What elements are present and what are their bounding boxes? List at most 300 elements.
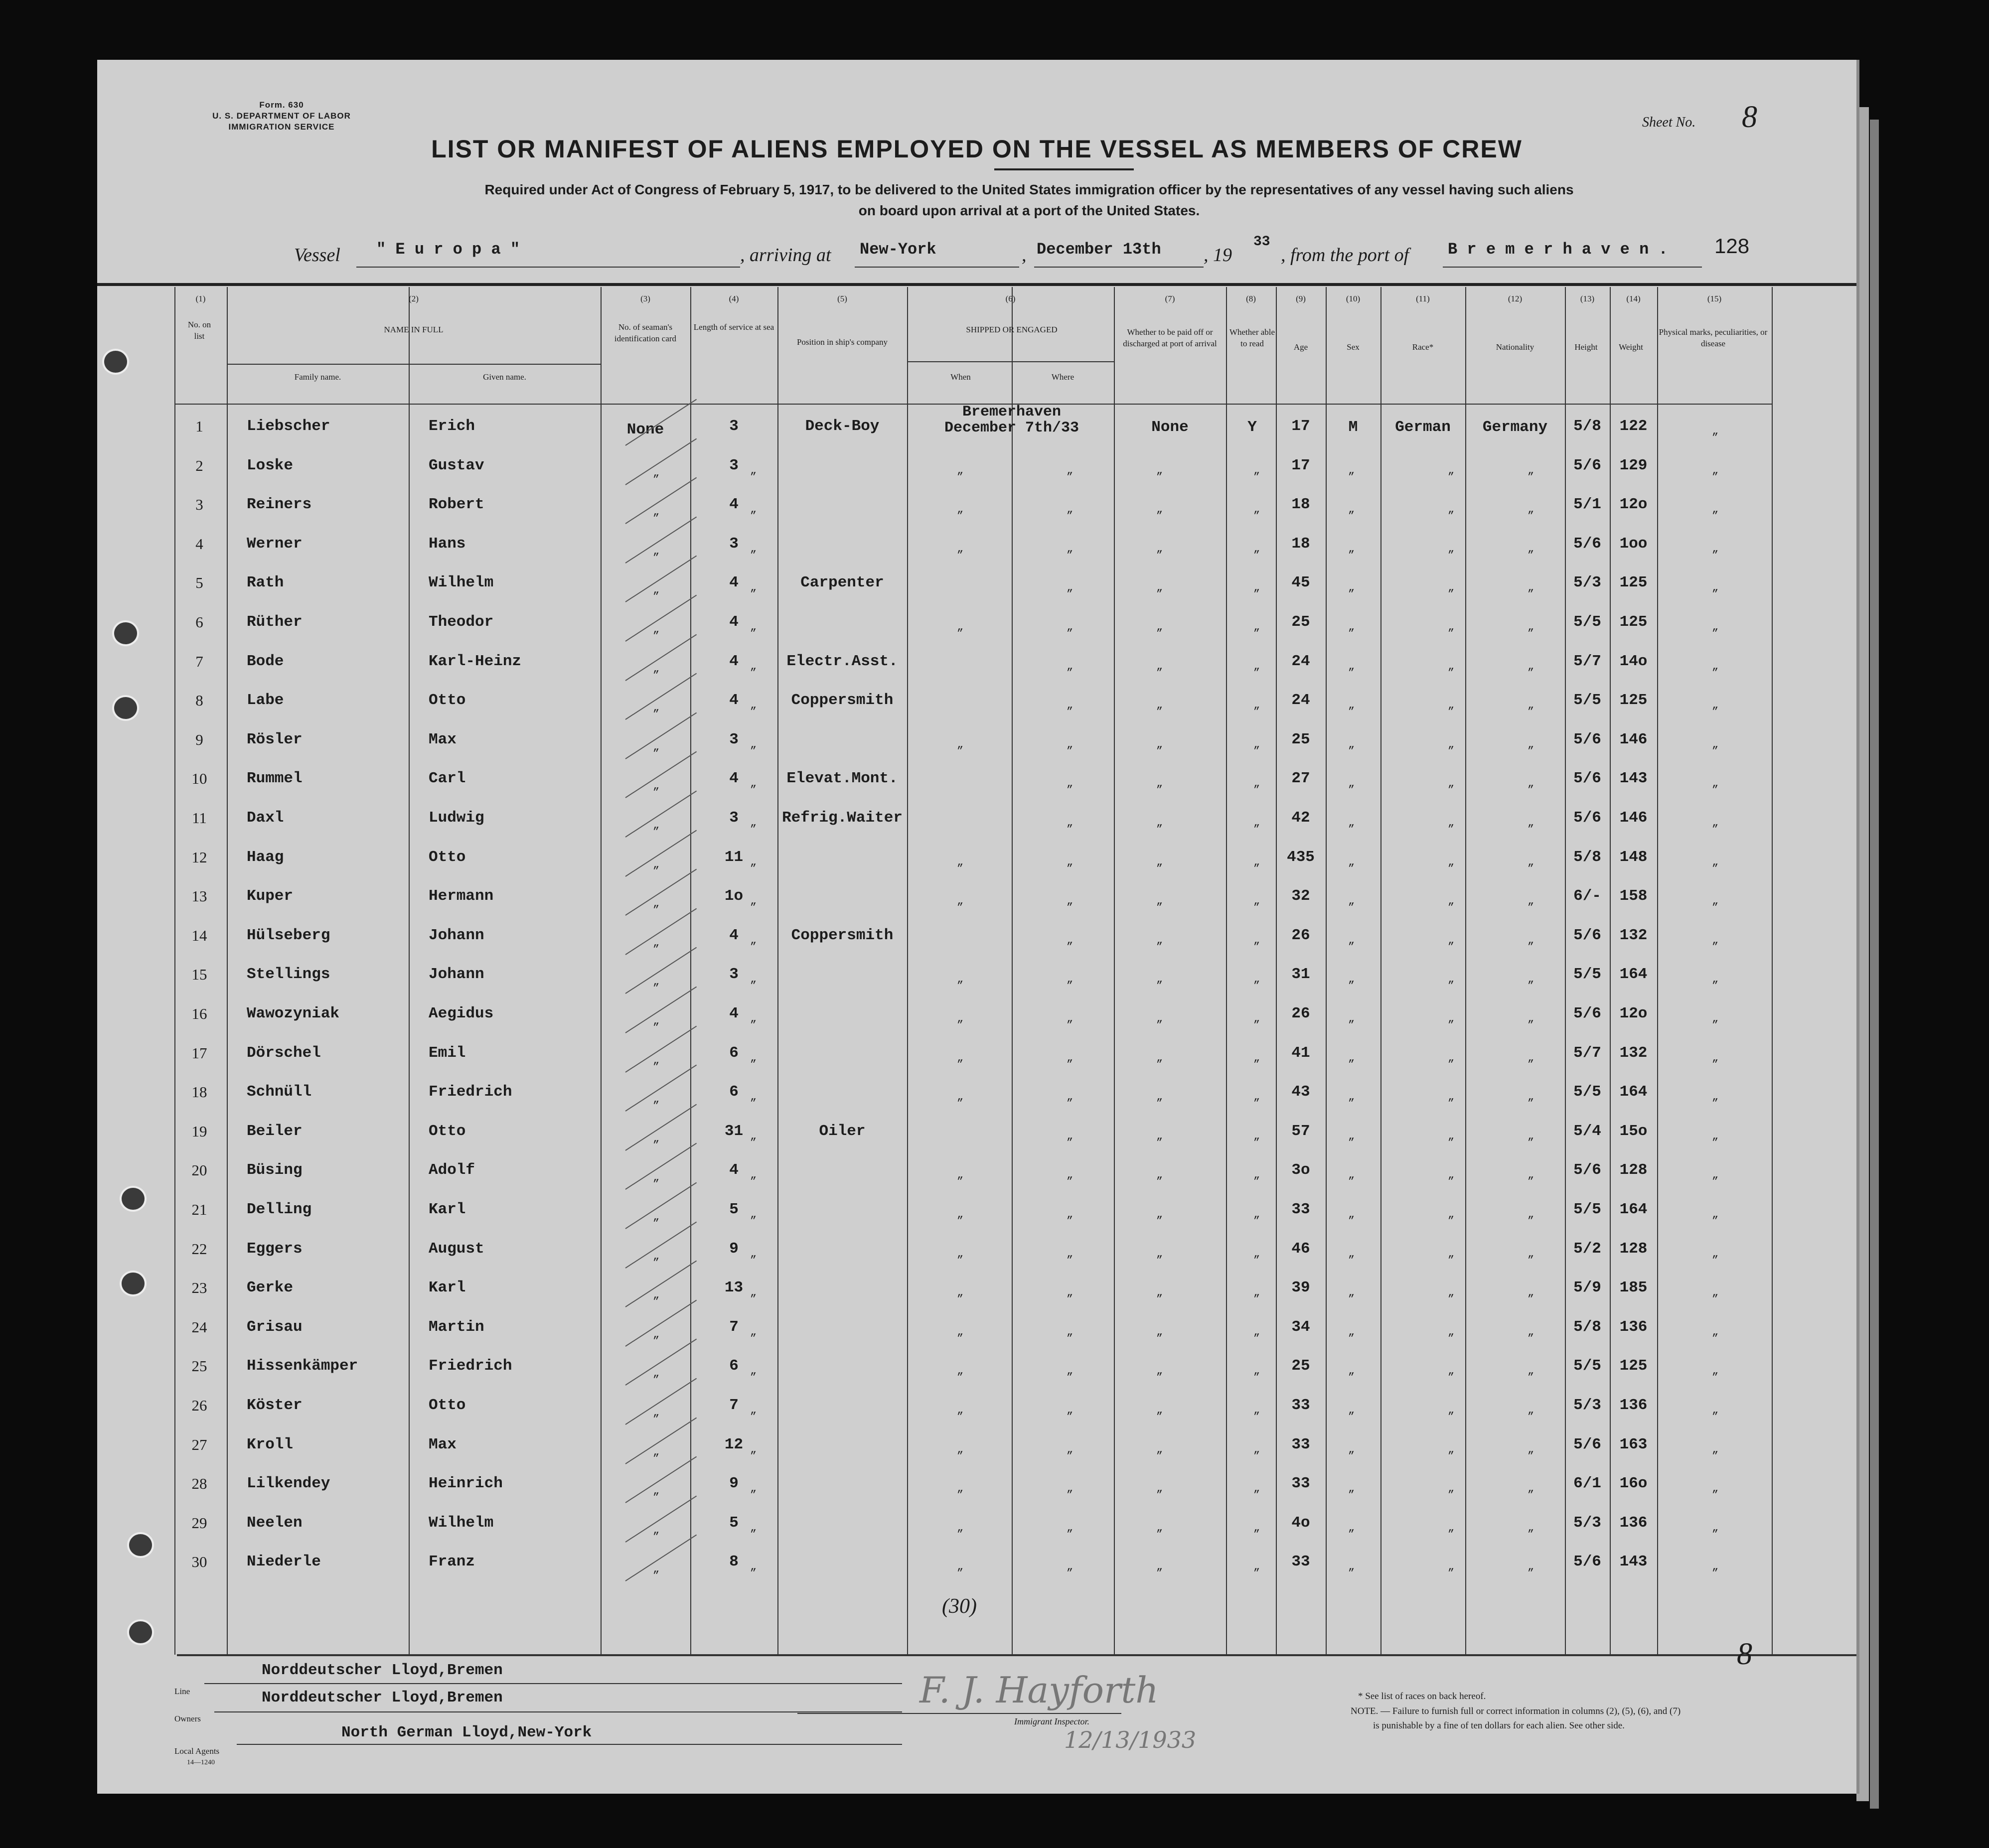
ditto-mark: „ — [957, 1052, 964, 1064]
pen-stroke — [625, 1104, 697, 1151]
header-position: Position in ship's company — [796, 337, 888, 347]
family-name: Kroll — [247, 1436, 294, 1453]
column-number: (15) — [1707, 294, 1722, 303]
service-length: 5 — [729, 1201, 739, 1218]
ditto-mark: „ — [1528, 895, 1534, 907]
ditto-mark: „ — [1448, 1326, 1455, 1338]
age: 57 — [1291, 1123, 1310, 1140]
ditto-mark: „ — [957, 1522, 964, 1534]
ditto-mark: „ — [750, 1326, 757, 1338]
row1-paid-off: None — [1151, 419, 1189, 436]
age: 25 — [1291, 1357, 1310, 1375]
owners-label: Owners — [174, 1714, 201, 1723]
ditto-mark: „ — [1528, 777, 1534, 790]
row-number: 22 — [191, 1240, 207, 1258]
weight: 136 — [1619, 1514, 1648, 1532]
ditto-mark: „ — [1528, 1561, 1534, 1573]
age: 34 — [1291, 1318, 1310, 1336]
ditto-mark: „ — [750, 543, 757, 555]
ditto-mark: „ — [1528, 817, 1534, 829]
ditto-mark: „ — [1348, 934, 1355, 947]
ditto-mark: „ — [1528, 1052, 1534, 1064]
ditto-mark: „ — [1253, 1482, 1260, 1495]
vessel-name: " E u r o p a " — [376, 240, 520, 259]
ditto-mark: „ — [1253, 503, 1260, 516]
ditto-mark: „ — [1348, 1208, 1355, 1221]
age: 4o — [1291, 1514, 1310, 1532]
service-length: 12 — [724, 1436, 744, 1453]
column-rule — [409, 287, 410, 1655]
ditto-mark: „ — [653, 702, 660, 714]
ditto-mark: „ — [1448, 464, 1455, 477]
title-underline — [994, 168, 1134, 170]
header-sex: Sex — [1347, 342, 1360, 352]
weight: 14o — [1619, 653, 1648, 670]
age: 33 — [1291, 1397, 1310, 1414]
column-number: (14) — [1626, 294, 1641, 303]
height: 5/6 — [1573, 457, 1601, 474]
comma: , — [1022, 245, 1027, 266]
service-length: 4 — [729, 1161, 739, 1179]
header-nationality: Nationality — [1496, 342, 1534, 352]
ditto-mark: „ — [1712, 425, 1719, 437]
pen-stroke — [625, 556, 697, 602]
ditto-mark: „ — [1348, 1522, 1355, 1534]
ditto-mark: „ — [1156, 1365, 1163, 1377]
signature-line — [797, 1713, 1121, 1714]
given-name: Karl — [429, 1201, 466, 1218]
height: 5/8 — [1573, 1318, 1601, 1336]
ditto-mark: „ — [1448, 817, 1455, 829]
ditto-mark: „ — [1067, 1208, 1073, 1221]
height: 5/6 — [1573, 809, 1601, 827]
height: 5/3 — [1573, 1397, 1601, 1414]
row1-shipped-line2: December 7th/33 — [944, 420, 1079, 436]
ditto-mark: „ — [1253, 895, 1260, 907]
height: 5/7 — [1573, 1044, 1601, 1062]
header-able-read: Whether able to read — [1229, 327, 1275, 348]
weight: 158 — [1619, 887, 1648, 905]
service-length: 4 — [729, 1005, 739, 1022]
family-name: Rösler — [247, 731, 303, 748]
family-name: Labe — [247, 692, 284, 709]
owners-value: Norddeutscher Lloyd,Bremen — [262, 1689, 503, 1706]
weight: 163 — [1619, 1436, 1648, 1453]
ditto-mark: „ — [1712, 1208, 1719, 1221]
ditto-mark: „ — [750, 1091, 757, 1103]
binder-hole — [127, 1532, 154, 1558]
ditto-mark: „ — [1348, 777, 1355, 790]
weight: 128 — [1619, 1240, 1648, 1258]
ditto-mark: „ — [1156, 1091, 1163, 1103]
departure-port: B r e m e r h a v e n . — [1448, 240, 1668, 259]
family-name: Niederle — [247, 1553, 321, 1570]
column-number: (9) — [1296, 294, 1306, 303]
ditto-mark: „ — [1348, 621, 1355, 633]
height: 5/6 — [1573, 1436, 1601, 1453]
ditto-mark: „ — [1448, 1091, 1455, 1103]
age: 43 — [1291, 1083, 1310, 1101]
ditto-mark: „ — [750, 660, 757, 673]
ditto-mark: „ — [1528, 973, 1534, 986]
height: 5/6 — [1573, 1161, 1601, 1179]
ditto-mark: „ — [1448, 660, 1455, 673]
height: 6/- — [1573, 887, 1601, 905]
position: Carpenter — [800, 574, 884, 591]
weight: 125 — [1619, 692, 1648, 709]
year-prefix: , 19 — [1204, 245, 1232, 266]
ditto-mark: „ — [1712, 581, 1719, 594]
ditto-mark: „ — [1528, 699, 1534, 711]
given-name: Max — [429, 1436, 457, 1453]
age: 33 — [1291, 1553, 1310, 1570]
ditto-mark: „ — [1712, 1286, 1719, 1299]
ditto-mark: „ — [1448, 699, 1455, 711]
weight: 143 — [1619, 770, 1648, 787]
service-length: 7 — [729, 1397, 739, 1414]
binder-hole — [120, 1186, 147, 1212]
service-length: 9 — [729, 1475, 739, 1492]
row-number: 2 — [195, 457, 203, 474]
ditto-mark: „ — [653, 1524, 660, 1537]
ditto-mark: „ — [1448, 1286, 1455, 1299]
ditto-mark: „ — [1348, 503, 1355, 516]
ditto-mark: „ — [653, 1446, 660, 1458]
ditto-mark: „ — [1067, 660, 1073, 673]
ditto-mark: „ — [750, 1130, 757, 1142]
weight: 132 — [1619, 927, 1648, 944]
service-length: 9 — [729, 1240, 739, 1258]
ditto-mark: „ — [1253, 973, 1260, 986]
ditto-mark: „ — [750, 1286, 757, 1299]
ditto-mark: „ — [1067, 895, 1073, 907]
ditto-mark: „ — [1067, 856, 1073, 868]
header-physical: Physical marks, peculiarities, or disease — [1659, 327, 1768, 348]
ditto-mark: „ — [653, 858, 660, 871]
age: 33 — [1291, 1436, 1310, 1453]
ditto-mark: „ — [1156, 973, 1163, 986]
ditto-mark: „ — [1067, 1169, 1073, 1181]
ditto-mark: „ — [1528, 1286, 1534, 1299]
ditto-mark: „ — [957, 1248, 964, 1260]
given-name: Johann — [429, 927, 484, 944]
subtitle-line: on board upon arrival at a port of the United States. — [858, 203, 1200, 218]
ditto-mark: „ — [1156, 895, 1163, 907]
ditto-mark: „ — [1448, 1169, 1455, 1181]
ditto-mark: „ — [957, 464, 964, 477]
ditto-mark: „ — [1067, 699, 1073, 711]
pen-stroke — [625, 634, 697, 681]
ditto-mark: „ — [653, 467, 660, 479]
ditto-mark: „ — [1348, 856, 1355, 868]
family-name: Daxl — [247, 809, 284, 827]
row-number: 3 — [195, 496, 203, 513]
ditto-mark: „ — [1448, 1522, 1455, 1534]
header-name-in-full: NAME IN FULL — [384, 325, 444, 334]
ditto-mark: „ — [750, 1443, 757, 1456]
ditto-mark: „ — [750, 1522, 757, 1534]
penalty-note-line1: NOTE. — Failure to furnish full or correct information in columns (2), (5), (6), and (7) — [1351, 1706, 1681, 1716]
ditto-mark: „ — [1253, 1443, 1260, 1456]
ditto-mark: „ — [653, 1250, 660, 1263]
ditto-mark: „ — [957, 1169, 964, 1181]
ditto-mark: „ — [1253, 1404, 1260, 1417]
ditto-mark: „ — [1156, 1248, 1163, 1260]
ditto-mark: „ — [1712, 543, 1719, 555]
ditto-mark: „ — [653, 623, 660, 636]
ditto-mark: „ — [957, 1286, 964, 1299]
header-age: Age — [1293, 342, 1308, 352]
ditto-mark: „ — [957, 895, 964, 907]
ditto-mark: „ — [1348, 1091, 1355, 1103]
ditto-mark: „ — [1528, 856, 1534, 868]
ditto-mark: „ — [1156, 1443, 1163, 1456]
height: 5/6 — [1573, 731, 1601, 748]
header-race: Race* — [1412, 342, 1434, 352]
ditto-mark: „ — [1448, 1482, 1455, 1495]
ditto-mark: „ — [653, 976, 660, 988]
ditto-mark: „ — [1156, 1130, 1163, 1142]
binder-hole — [102, 349, 129, 375]
ditto-mark: „ — [1156, 621, 1163, 633]
column-number: (11) — [1416, 294, 1430, 303]
line-value: Norddeutscher Lloyd,Bremen — [262, 1662, 503, 1679]
row-number: 25 — [191, 1357, 207, 1375]
weight: 148 — [1619, 849, 1648, 866]
ditto-mark: „ — [1067, 1130, 1073, 1142]
ditto-mark: „ — [1253, 1052, 1260, 1064]
pen-stroke — [625, 791, 697, 838]
ditto-mark: „ — [1712, 934, 1719, 947]
ditto-mark: „ — [1448, 1012, 1455, 1025]
family-name: Wawozyniak — [247, 1005, 340, 1022]
service-length: 3 — [729, 731, 739, 748]
pen-stroke — [625, 1182, 697, 1229]
subtitle-line: Required under Act of Congress of February 5, 1917, to be delivered to the United States immigration officer by the representatives of any vessel having such aliens — [484, 182, 1574, 197]
ditto-mark: „ — [653, 1407, 660, 1419]
ditto-mark: „ — [957, 1326, 964, 1338]
ditto-mark: „ — [653, 741, 660, 753]
family-name: Rüther — [247, 613, 303, 631]
ditto-mark: „ — [750, 1208, 757, 1221]
vessel-label: Vessel — [294, 245, 340, 266]
ditto-mark: „ — [1067, 1248, 1073, 1260]
agents-label: Local Agents — [174, 1746, 220, 1756]
ditto-mark: „ — [750, 464, 757, 477]
row-number: 17 — [191, 1044, 207, 1062]
given-name: Karl-Heinz — [429, 653, 522, 670]
height: 5/4 — [1573, 1123, 1601, 1140]
ditto-mark: „ — [1712, 856, 1719, 868]
family-name: Lilkendey — [247, 1475, 330, 1492]
ditto-mark: „ — [1156, 738, 1163, 751]
column-rule — [907, 287, 908, 1655]
pen-stroke — [625, 1378, 697, 1425]
column-rule — [1012, 287, 1013, 1655]
row-number: 12 — [191, 849, 207, 866]
binder-hole — [112, 695, 139, 721]
ditto-mark: „ — [1448, 1208, 1455, 1221]
ditto-mark: „ — [1348, 895, 1355, 907]
fill-line — [1034, 267, 1204, 268]
ditto-mark: „ — [1253, 464, 1260, 477]
pen-stroke — [625, 908, 697, 955]
ditto-mark: „ — [1528, 660, 1534, 673]
signature-date: 12/13/1933 — [1064, 1726, 1197, 1753]
ditto-mark: „ — [1448, 581, 1455, 594]
age: 3o — [1291, 1161, 1310, 1179]
age: 17 — [1291, 418, 1310, 435]
age: 39 — [1291, 1279, 1310, 1296]
arrival-date: December 13th — [1037, 240, 1161, 259]
ditto-mark: „ — [1448, 1130, 1455, 1142]
manifest-page — [97, 60, 1859, 1794]
ditto-mark: „ — [1348, 1365, 1355, 1377]
header-paid-off: Whether to be paid off or discharged at port of arrival — [1123, 327, 1217, 348]
ditto-mark: „ — [653, 897, 660, 910]
pen-stroke — [625, 1026, 697, 1073]
ditto-mark: „ — [1528, 543, 1534, 555]
header-no-on-list: No. on list — [187, 320, 211, 341]
arrival-port: New-York — [860, 240, 936, 259]
column-rule — [227, 287, 228, 1655]
column-rule — [1326, 287, 1327, 1655]
ditto-mark: „ — [1528, 1443, 1534, 1456]
ditto-mark: „ — [653, 1289, 660, 1301]
row1-card: None — [626, 421, 664, 438]
ditto-mark: „ — [1067, 738, 1073, 751]
ditto-mark: „ — [653, 1367, 660, 1380]
column-rule — [1226, 287, 1227, 1655]
given-name: Aegidus — [429, 1005, 494, 1022]
ditto-mark: „ — [1712, 1404, 1719, 1417]
ditto-mark: „ — [1528, 1130, 1534, 1142]
age: 42 — [1291, 809, 1310, 827]
pen-stroke — [625, 1535, 697, 1581]
race-note: * See list of races on back hereof. — [1358, 1691, 1486, 1702]
ditto-mark: „ — [1448, 738, 1455, 751]
pen-stroke — [625, 438, 697, 485]
document-subtitle — [306, 179, 1752, 221]
given-name: Johann — [429, 966, 484, 983]
ditto-mark: „ — [1712, 699, 1719, 711]
ditto-mark: „ — [1156, 503, 1163, 516]
column-number: (10) — [1346, 294, 1361, 303]
ditto-mark: „ — [1067, 1404, 1073, 1417]
row-number: 19 — [191, 1123, 207, 1140]
ditto-mark: „ — [1156, 660, 1163, 673]
pen-stroke — [625, 1261, 697, 1307]
row-number: 21 — [191, 1201, 207, 1218]
ditto-mark: „ — [1712, 503, 1719, 516]
ditto-mark: „ — [1156, 856, 1163, 868]
ditto-mark: „ — [1448, 1248, 1455, 1260]
header-given-name: Given name. — [483, 372, 526, 382]
service-length: 4 — [729, 692, 739, 709]
header-length-service: Length of service at sea — [693, 322, 774, 332]
ditto-mark: „ — [1067, 1286, 1073, 1299]
height: 5/1 — [1573, 496, 1601, 513]
ditto-mark: „ — [653, 1093, 660, 1106]
row-number: 28 — [191, 1475, 207, 1492]
ditto-mark: „ — [1253, 856, 1260, 868]
weight: 164 — [1619, 966, 1648, 983]
binder-hole — [120, 1271, 147, 1296]
ditto-mark: „ — [1528, 738, 1534, 751]
given-name: Karl — [429, 1279, 466, 1296]
ditto-mark: „ — [1528, 1482, 1534, 1495]
age: 27 — [1291, 770, 1310, 787]
ditto-mark: „ — [957, 1091, 964, 1103]
column-number: (6) — [1005, 294, 1016, 303]
weight: 136 — [1619, 1318, 1648, 1336]
header-seaman-card: No. of seaman's identification card — [614, 322, 677, 343]
ditto-mark: „ — [653, 1485, 660, 1497]
inspector-label: Immigrant Inspector. — [1014, 1716, 1089, 1726]
ditto-mark: „ — [1712, 1561, 1719, 1573]
pen-stroke — [625, 1143, 697, 1190]
age: 435 — [1287, 849, 1315, 866]
family-name: Eggers — [247, 1240, 303, 1258]
given-name: Hermann — [429, 887, 494, 905]
ditto-mark: „ — [1067, 621, 1073, 633]
pen-stroke — [625, 1339, 697, 1386]
ditto-mark: „ — [750, 1561, 757, 1573]
height: 5/6 — [1573, 770, 1601, 787]
family-name: Neelen — [247, 1514, 303, 1532]
service-length: 13 — [724, 1279, 744, 1296]
service-length: 3 — [729, 535, 739, 553]
ditto-mark: „ — [1253, 1169, 1260, 1181]
ditto-mark: „ — [1448, 777, 1455, 790]
weight: 15o — [1619, 1123, 1648, 1140]
family-name: Rath — [247, 574, 284, 591]
given-name: Max — [429, 731, 457, 748]
ditto-mark: „ — [1156, 1012, 1163, 1025]
given-name: Otto — [429, 849, 466, 866]
ditto-mark: „ — [1348, 1561, 1355, 1573]
ditto-mark: „ — [1712, 621, 1719, 633]
row-number: 29 — [191, 1514, 207, 1532]
ditto-mark: „ — [653, 1211, 660, 1223]
ditto-mark: „ — [957, 1482, 964, 1495]
weight: 125 — [1619, 574, 1648, 591]
age: 33 — [1291, 1201, 1310, 1218]
column-rule — [777, 287, 778, 1655]
ditto-mark: „ — [653, 1054, 660, 1067]
service-length: 3 — [729, 966, 739, 983]
ditto-mark: „ — [1348, 817, 1355, 829]
ditto-mark: „ — [1712, 1012, 1719, 1025]
height: 5/5 — [1573, 966, 1601, 983]
row1-able-read: Y — [1247, 419, 1257, 436]
ditto-mark: „ — [750, 895, 757, 907]
service-length: 11 — [724, 849, 744, 866]
row-number: 15 — [191, 966, 207, 983]
header-rule — [907, 361, 1114, 362]
ditto-mark: „ — [750, 1365, 757, 1377]
ditto-mark: „ — [1528, 1326, 1534, 1338]
header-rule — [227, 364, 601, 365]
age: 18 — [1291, 496, 1310, 513]
page-stack-edge — [1870, 120, 1879, 1809]
ditto-mark: „ — [1448, 503, 1455, 516]
ditto-mark: „ — [1253, 581, 1260, 594]
weight: 122 — [1619, 418, 1648, 435]
ditto-mark: „ — [1712, 1169, 1719, 1181]
ditto-mark: „ — [1067, 464, 1073, 477]
ditto-mark: „ — [1253, 1208, 1260, 1221]
